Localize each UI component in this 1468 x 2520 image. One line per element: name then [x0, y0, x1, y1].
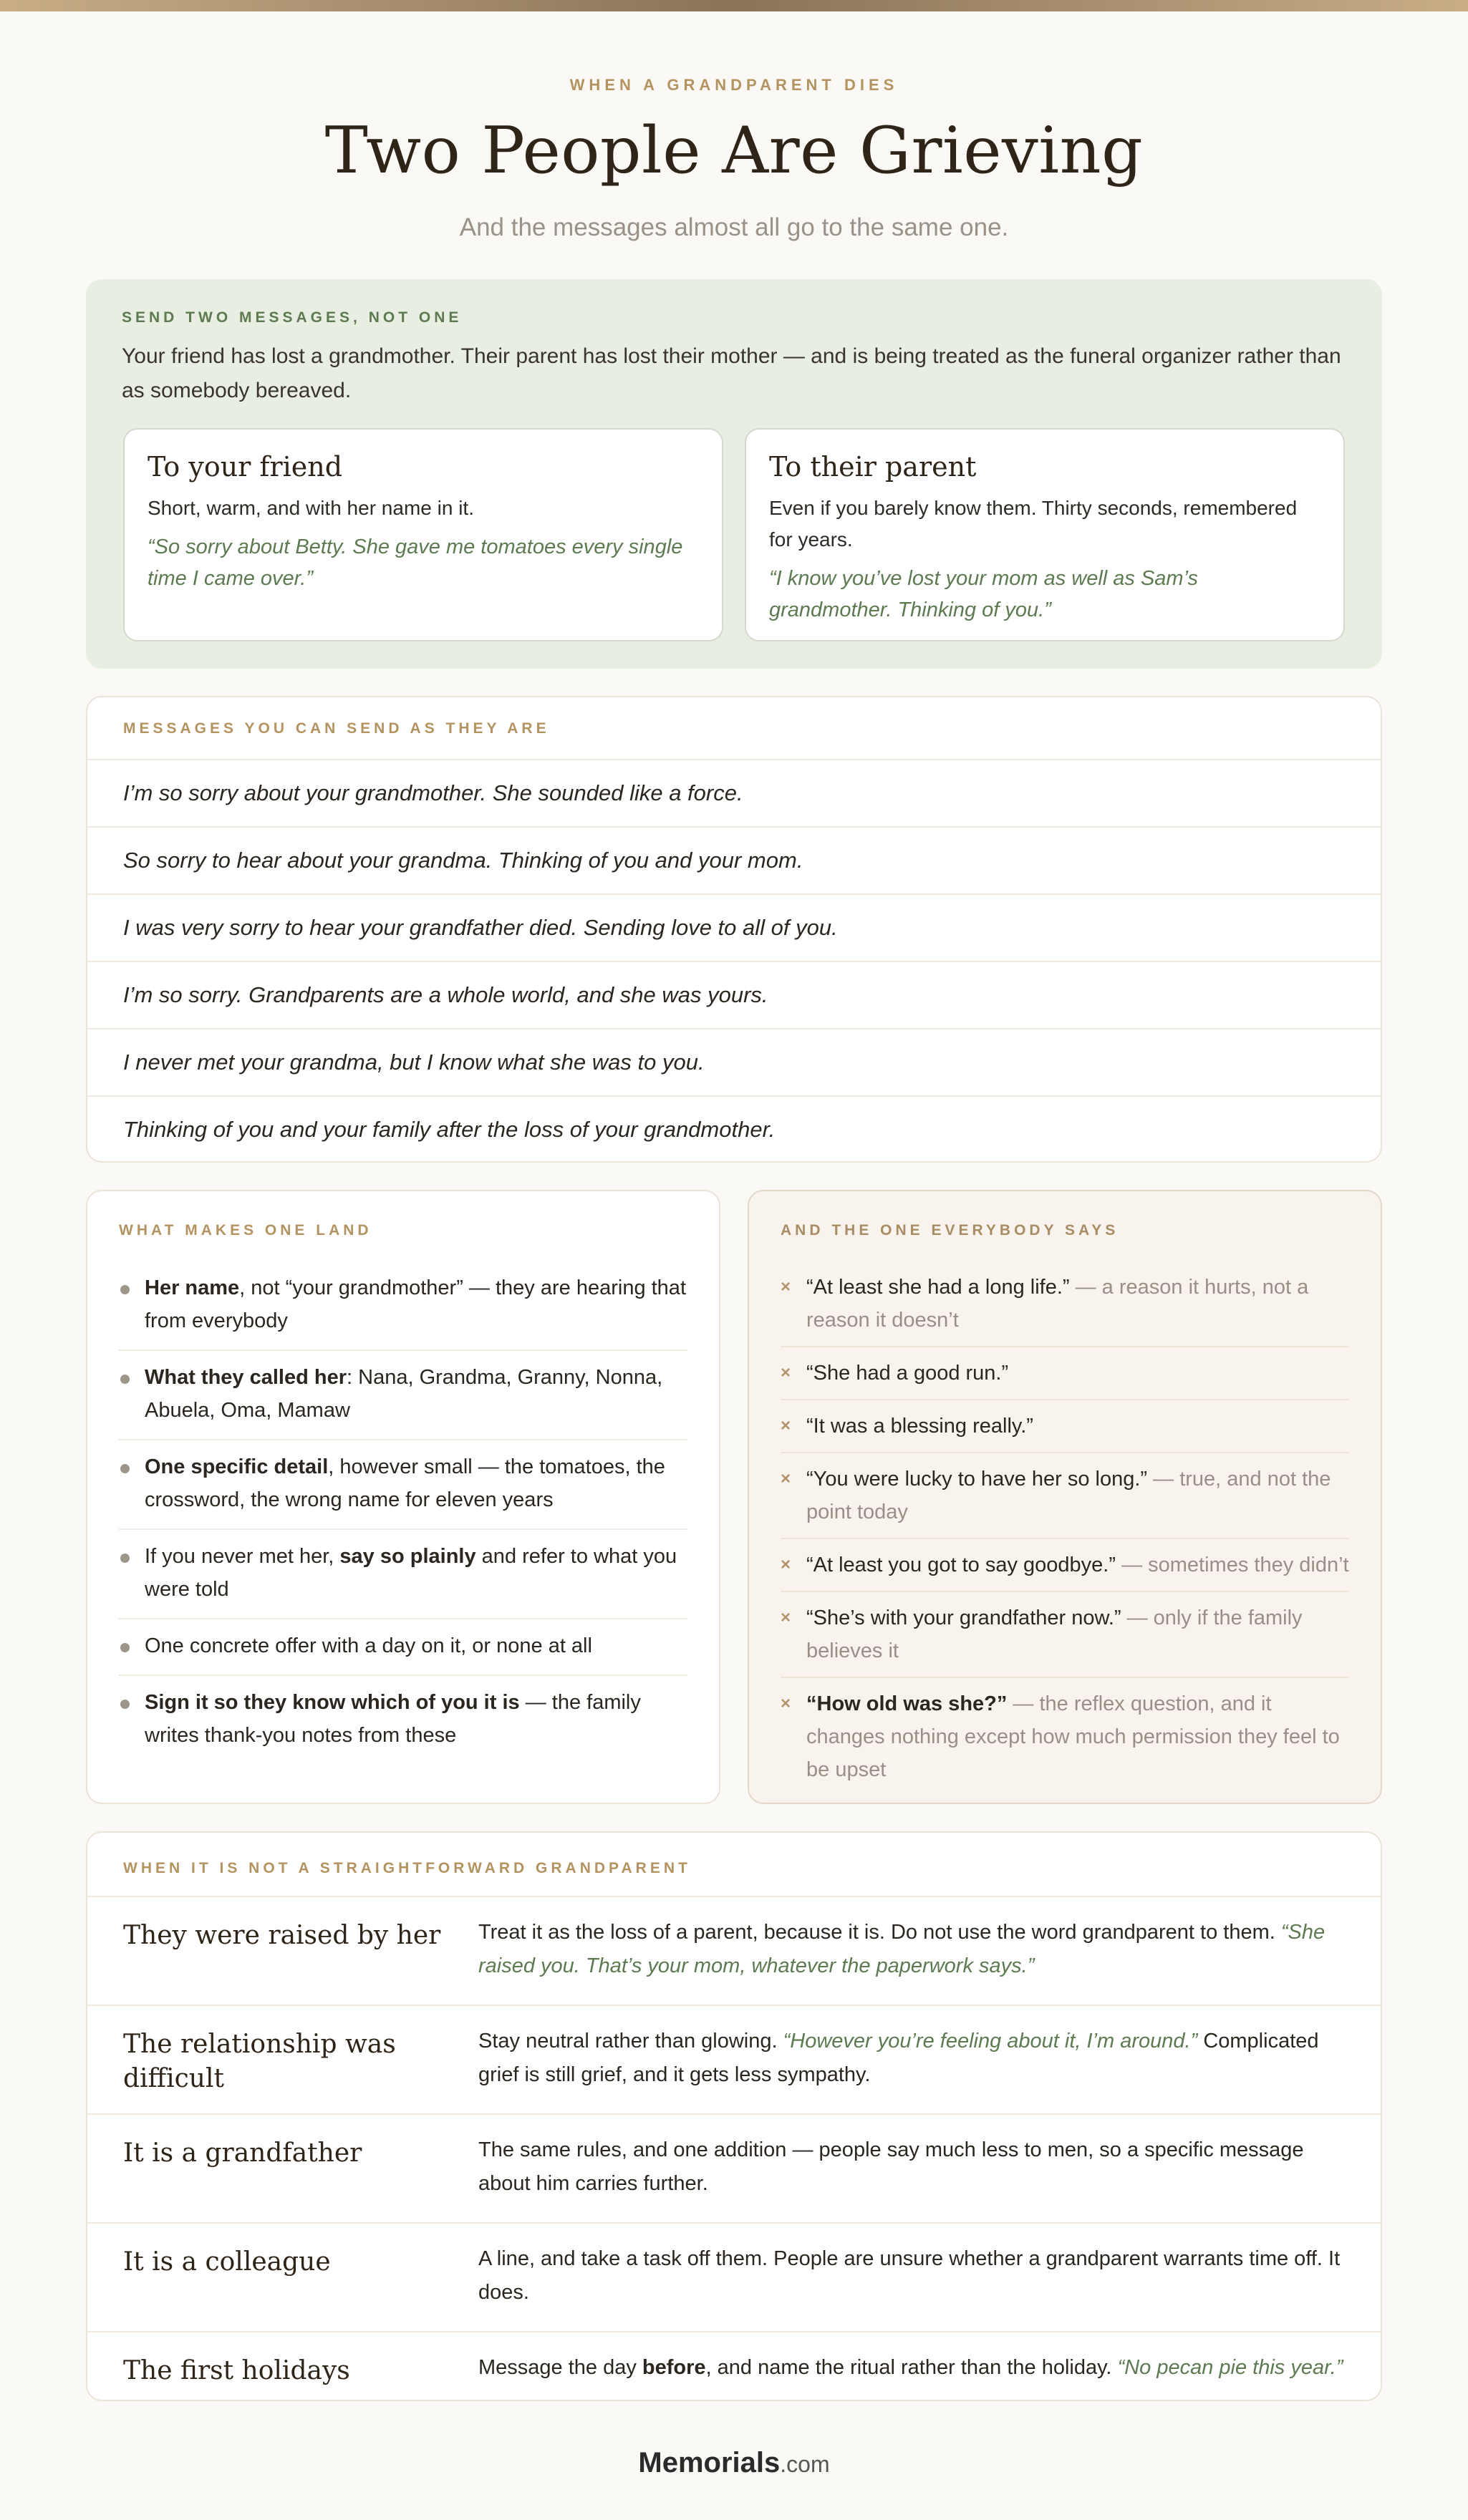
list-item: × “She’s with your grandfather now.” — only if the family believes it: [781, 1592, 1349, 1678]
situation-case: The relationship was difficult: [123, 2030, 396, 2093]
table-row: [87, 2222, 1381, 2331]
cross-icon: ×: [781, 1416, 791, 1435]
situation-advice: The same rules, and one addition — people say much less to men, so a specific message about him carries further.: [478, 2138, 1304, 2195]
list-item: If you never met her, say so plainly and refer to what you were told: [119, 1530, 687, 1619]
bullet-dot-icon: [120, 1700, 130, 1709]
list-item: × “At least you got to say goodbye.” — sometimes they didn’t: [781, 1539, 1349, 1592]
not-straightforward-card: [86, 1831, 1382, 2401]
list-item: What they called her: Nana, Grandma, Granny, Nonna, Abuela, Oma, Mamaw: [119, 1351, 687, 1440]
top-accent-bar: [0, 0, 1468, 11]
section-label: WHEN IT IS NOT A STRAIGHTFORWARD GRANDPARENT: [123, 1860, 691, 1876]
list-item: × “It was a blessing really.”: [781, 1400, 1349, 1453]
parent-message-box: [745, 428, 1345, 641]
situation-case: The first holidays: [123, 2356, 350, 2385]
list-item: I’m so sorry about your grandmother. She sounded like a force.: [87, 759, 1381, 826]
section-label: AND THE ONE EVERYBODY SAYS: [781, 1222, 1119, 1239]
situation-case: They were raised by her: [123, 1921, 441, 1950]
situation-advice: A line, and take a task off them. People are unsure whether a grandparent warrants time off. It does.: [478, 2247, 1341, 2304]
section-label: WHAT MAKES ONE LAND: [119, 1222, 372, 1239]
eyebrow: WHEN A GRANDPARENT DIES: [569, 76, 899, 94]
list-item: I was very sorry to hear your grandfather died. Sending love to all of you.: [87, 893, 1381, 961]
list-item: So sorry to hear about your grandma. Thinking of you and your mom.: [87, 826, 1381, 893]
cross-icon: ×: [781, 1694, 791, 1713]
cross-icon: ×: [781, 1363, 791, 1382]
table-row: [87, 2331, 1381, 2401]
friend-message-quote: “So sorry about Betty. She gave me tomatoes every single time I came over.”: [148, 536, 683, 590]
section-label: MESSAGES YOU CAN SEND AS THEY ARE: [123, 720, 550, 737]
everybody-says-card: [748, 1190, 1382, 1804]
cross-icon: ×: [781, 1277, 791, 1297]
parent-message-desc: Even if you barely know them. Thirty seconds, remembered for years.: [769, 497, 1298, 551]
bullet-dot-icon: [120, 1375, 130, 1384]
list-item: × “How old was she?” — the reflex question, and it changes nothing except how much permission they feel to be upset: [781, 1678, 1349, 1796]
parent-message-quote: “I know you’ve lost your mom as well as Sam’s grandmother. Thinking of you.”: [769, 567, 1199, 621]
situation-case: It is a colleague: [123, 2247, 331, 2277]
ready-messages-card: [86, 696, 1382, 1163]
bullet-dot-icon: [120, 1554, 130, 1563]
bullet-dot-icon: [120, 1285, 130, 1294]
memorials-logo[interactable]: Memorials.com: [638, 2447, 830, 2478]
cross-icon: ×: [781, 1608, 791, 1627]
what-makes-one-land-card: [86, 1190, 720, 1804]
list-item: One concrete offer with a day on it, or none at all: [119, 1619, 687, 1676]
section-label: SEND TWO MESSAGES, NOT ONE: [122, 309, 463, 326]
list-item: Thinking of you and your family after the loss of your grandmother.: [87, 1095, 1381, 1163]
cross-icon: ×: [781, 1469, 791, 1488]
two-messages-intro: Your friend has lost a grandmother. Their parent has lost their mother — and is being treated as the funeral organizer rather than as somebody bereaved.: [122, 344, 1341, 402]
list-item: × “At least she had a long life.” — a reason it hurts, not a reason it doesn’t: [781, 1261, 1349, 1347]
cross-icon: ×: [781, 1555, 791, 1574]
friend-message-box: [123, 428, 723, 641]
table-row: [87, 2005, 1381, 2113]
bullet-dot-icon: [120, 1643, 130, 1652]
list-item: I’m so sorry. Grandparents are a whole world, and she was yours.: [87, 961, 1381, 1028]
situation-table: [87, 1896, 1381, 2401]
table-row: [87, 1896, 1381, 2005]
situation-advice: Message the day before, and name the ritual rather than the holiday. “No pecan pie this year.”: [478, 2356, 1343, 2379]
page-subtitle: And the messages almost all go to the same one.: [459, 213, 1009, 241]
page-title: Two People Are Grieving: [324, 113, 1144, 188]
friend-message-title: To your friend: [148, 451, 343, 483]
parent-message-title: To their parent: [769, 451, 977, 483]
list-item: × “She had a good run.”: [781, 1347, 1349, 1400]
bullet-dot-icon: [120, 1464, 130, 1473]
list-item: One specific detail, however small — the tomatoes, the crossword, the wrong name for eleven years: [119, 1440, 687, 1530]
ready-messages-list: [87, 759, 1381, 1163]
avoid-list: [781, 1261, 1349, 1796]
two-messages-card: [86, 279, 1382, 669]
situation-advice: Treat it as the loss of a parent, because it is. Do not use the word grandparent to them. “She raised you. That’s your mom, whatever the paperwork says.”: [478, 1921, 1325, 1977]
list-item: I never met your grandma, but I know what she was to you.: [87, 1028, 1381, 1095]
situation-case: It is a grandfather: [123, 2138, 362, 2168]
list-item: Her name, not “your grandmother” — they are hearing that from everybody: [119, 1261, 687, 1351]
friend-message-desc: Short, warm, and with her name in it.: [148, 497, 474, 519]
list-item: × “You were lucky to have her so long.” — true, and not the point today: [781, 1453, 1349, 1539]
list-item: Sign it so they know which of you it is — the family writes thank-you notes from these: [119, 1676, 687, 1764]
table-row: [87, 2113, 1381, 2222]
situation-advice: Stay neutral rather than glowing. “However you’re feeling about it, I’m around.” Complicated grief is still grief, and it gets less sympathy.: [478, 2030, 1319, 2086]
land-list: [119, 1261, 687, 1764]
